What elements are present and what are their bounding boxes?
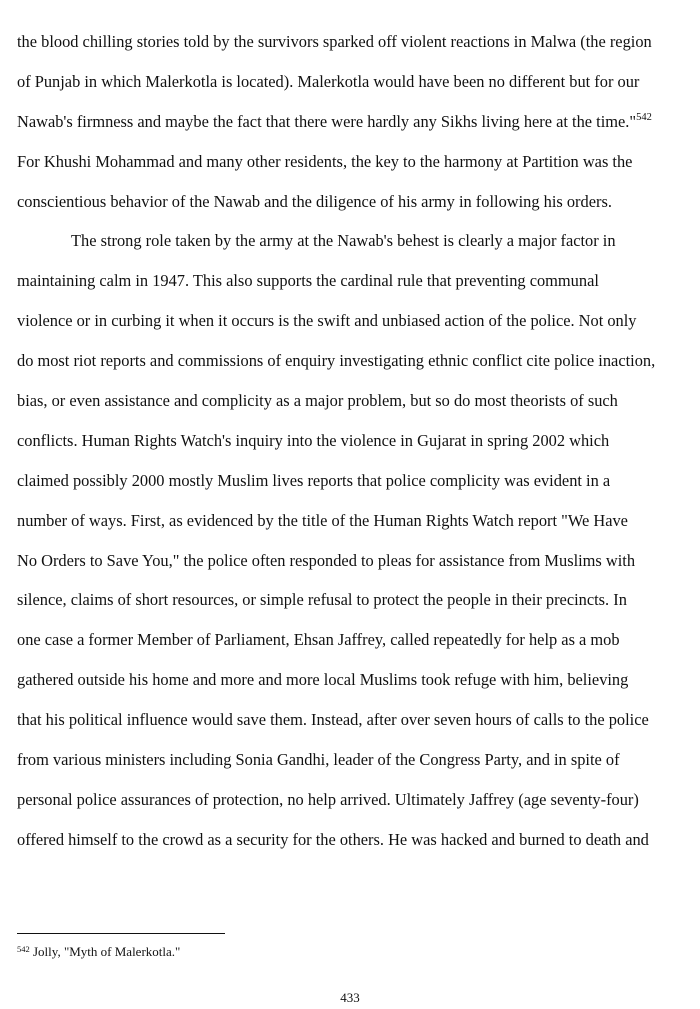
text-line-content: Nawab's firmness and maybe the fact that there were hardly any Sikhs living here at the time." (17, 111, 637, 131)
text-line: bias, or even assistance and complicity as a major problem, but so do most theorists of such (17, 391, 618, 411)
text-line: from various ministers including Sonia Gandhi, leader of the Congress Party, and in spite of (17, 750, 620, 770)
text-line: gathered outside his home and more and more local Muslims took refuge with him, believing (17, 670, 629, 690)
paragraph-start-line: The strong role taken by the army at the Nawab's behest is clearly a major factor in (71, 231, 616, 251)
text-line: conflicts. Human Rights Watch's inquiry into the violence in Gujarat in spring 2002 which (17, 430, 610, 450)
text-line: No Orders to Save You," the police often responded to pleas for assistance from Muslims with (17, 550, 636, 570)
footnote-number: 542 (17, 944, 30, 954)
footnote-reference[interactable]: 542 (636, 111, 652, 123)
text-line: number of ways. First, as evidenced by the title of the Human Rights Watch report "We Have (17, 510, 628, 530)
text-line: that his political influence would save them. Instead, after over seven hours of calls to the police (17, 710, 649, 730)
text-line: one case a former Member of Parliament, Ehsan Jaffrey, called repeatedly for help as a mob (17, 630, 620, 650)
text-line: conscientious behavior of the Nawab and the diligence of his army in following his orders. (17, 191, 612, 211)
text-line: offered himself to the crowd as a security for the others. He was hacked and burned to death and (17, 829, 649, 849)
text-line: violence or in curbing it when it occurs is the swift and unbiased action of the police. Not only (17, 311, 637, 331)
text-line: silence, claims of short resources, or simple refusal to protect the people in their precincts. In (17, 590, 627, 610)
text-line: the blood chilling stories told by the survivors sparked off violent reactions in Malwa (the region (17, 32, 652, 51)
text-line: do most riot reports and commissions of enquiry investigating ethnic conflict cite police inaction, (17, 351, 656, 371)
body-text (17, 22, 692, 860)
text-line: maintaining calm in 1947. This also supports the cardinal rule that preventing communal (17, 271, 599, 291)
footnote (17, 944, 180, 960)
text-line: of Punjab in which Malerkotla is located). Malerkotla would have been no different but for our (17, 71, 640, 91)
page-number: 433 (340, 990, 360, 1005)
text-line: personal police assurances of protection, no help arrived. Ultimately Jaffrey (age seventy-four) (17, 789, 639, 809)
text-line: For Khushi Mohammad and many other residents, the key to the harmony at Partition was the (17, 151, 633, 171)
text-line (17, 102, 692, 142)
footnote-text: Jolly, "Myth of Malerkotla." (29, 944, 181, 959)
text-line: claimed possibly 2000 mostly Muslim lives reports that police complicity was evident in a (17, 470, 611, 490)
footnote-divider (17, 933, 225, 934)
